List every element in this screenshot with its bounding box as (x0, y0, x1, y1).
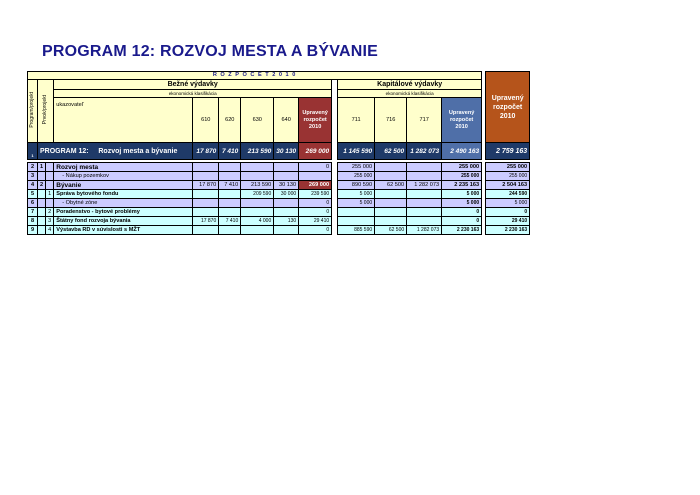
cell-upr-k: 5 000 (442, 199, 482, 208)
table-row (28, 190, 530, 199)
cell-c716 (375, 199, 407, 208)
cell-upr-k: 2 230 163 (442, 226, 482, 235)
row-project-part (46, 163, 54, 172)
cell-c640: 30 000 (274, 190, 299, 199)
budget-sheet (27, 71, 530, 235)
table-row (28, 208, 530, 217)
cell-c610: 17 870 (193, 181, 219, 190)
row-project-part: 3 (46, 217, 54, 226)
cell-c716 (375, 217, 407, 226)
row-label: Správa bytového fondu (54, 190, 193, 199)
cell-c717: 1 282 073 (407, 181, 442, 190)
cell-upr-b: 0 (299, 208, 332, 217)
cell-c610 (193, 208, 219, 217)
cell-c716 (375, 190, 407, 199)
row-label: Poradenstvo - bytové problémy (54, 208, 193, 217)
page-title: PROGRAM 12: ROZVOJ MESTA A BÝVANIE (42, 43, 379, 60)
cell-c711: 5 000 (338, 190, 375, 199)
kapitalove-vydavky-header: Kapitálové výdavky (338, 80, 482, 90)
program-716: 62 500 (375, 143, 407, 160)
budget-table (27, 71, 530, 235)
cell-upr-k: 0 (442, 217, 482, 226)
program-620: 7 410 (219, 143, 241, 160)
row-project-part: 1 (46, 190, 54, 199)
rozpocet-header: R O Z P O Č E T 2 0 1 0 (28, 72, 482, 80)
cell-c711: 890 590 (338, 181, 375, 190)
program-711: 1 145 590 (338, 143, 375, 160)
cell-c620 (219, 172, 241, 181)
row-number: 1 (28, 143, 38, 160)
cell-c716 (375, 208, 407, 217)
table-row (28, 181, 530, 190)
cell-total: 5 000 (486, 199, 530, 208)
cell-c630: 4 000 (241, 217, 274, 226)
cell-c711: 255 000 (338, 163, 375, 172)
ek-klasifikacia-bezne: ekonomická klasifikácia (54, 90, 332, 98)
cell-c711: 885 590 (338, 226, 375, 235)
row-project-part (46, 199, 54, 208)
cell-c610 (193, 199, 219, 208)
cell-c610 (193, 172, 219, 181)
program-total-row (28, 143, 530, 160)
cell-upr-k: 255 000 (442, 172, 482, 181)
row-number: 6 (28, 199, 38, 208)
cell-c717 (407, 208, 442, 217)
cell-c620 (219, 208, 241, 217)
cell-c620: 7 410 (219, 181, 241, 190)
cell-c716 (375, 163, 407, 172)
cell-total: 255 000 (486, 172, 530, 181)
cell-c711: 255 000 (338, 172, 375, 181)
cell-c640: 30 130 (274, 181, 299, 190)
row-program-part (38, 208, 46, 217)
cell-c630 (241, 199, 274, 208)
cell-upr-b: 239 590 (299, 190, 332, 199)
cell-c620 (219, 163, 241, 172)
cell-c717: 1 282 073 (407, 226, 442, 235)
col-716-header: 716 (375, 98, 407, 143)
program-total: 2 759 163 (486, 143, 530, 160)
row-label: Výstavba RD v súvislosti s MŽT (54, 226, 193, 235)
cell-c630 (241, 208, 274, 217)
row-label: - Nákup pozemkov (54, 172, 193, 181)
row-number: 7 (28, 208, 38, 217)
bezne-vydavky-header: Bežné výdavky (54, 80, 332, 90)
row-number: 9 (28, 226, 38, 235)
cell-upr-b: 0 (299, 163, 332, 172)
ukazovatel-header: ukazovateľ (54, 98, 193, 143)
row-program-part: 2 (38, 181, 46, 190)
row-label: Bývanie (54, 181, 193, 190)
ek-klasifikacia-kapitalove: ekonomická klasifikácia (338, 90, 482, 98)
col-610-header: 610 (193, 98, 219, 143)
header-columns-row (28, 98, 530, 143)
row-number: 4 (28, 181, 38, 190)
program-610: 17 870 (193, 143, 219, 160)
cell-total: 0 (486, 208, 530, 217)
cell-c610: 17 870 (193, 217, 219, 226)
cell-c711 (338, 208, 375, 217)
cell-c620 (219, 199, 241, 208)
table-row (28, 163, 530, 172)
row-number: 5 (28, 190, 38, 199)
program-630: 213 590 (241, 143, 274, 160)
row-label: Rozvoj mesta (54, 163, 193, 172)
row-number: 8 (28, 217, 38, 226)
cell-upr-k: 255 000 (442, 163, 482, 172)
row-program-part (38, 172, 46, 181)
cell-c717 (407, 163, 442, 172)
program-col-header: Program/projekt (28, 80, 38, 143)
program-name: PROGRAM 12: (40, 147, 89, 155)
cell-c711: 5 000 (338, 199, 375, 208)
cell-upr-k: 5 000 (442, 190, 482, 199)
cell-c717 (407, 190, 442, 199)
detail-rows (28, 163, 530, 235)
cell-c716: 62 500 (375, 226, 407, 235)
row-program-part (38, 190, 46, 199)
row-program-part (38, 217, 46, 226)
table-row (28, 217, 530, 226)
cell-c711 (338, 217, 375, 226)
cell-c717 (407, 172, 442, 181)
cell-upr-b: 0 (299, 226, 332, 235)
row-project-part: 2 (46, 208, 54, 217)
cell-total: 255 000 (486, 163, 530, 172)
cell-c610 (193, 163, 219, 172)
cell-c630: 213 590 (241, 181, 274, 190)
program-640: 30 130 (274, 143, 299, 160)
cell-upr-k: 2 235 163 (442, 181, 482, 190)
header-rozpocet-row (28, 72, 530, 80)
header-klas-row (28, 90, 530, 98)
cell-c630 (241, 226, 274, 235)
cell-upr-k: 0 (442, 208, 482, 217)
cell-c640: 130 (274, 217, 299, 226)
cell-c640 (274, 199, 299, 208)
row-project-part (46, 172, 54, 181)
cell-upr-b: 29 410 (299, 217, 332, 226)
cell-c640 (274, 172, 299, 181)
table-row (28, 199, 530, 208)
header-group-row (28, 80, 530, 90)
program-desc: Rozvoj mesta a bývanie (98, 147, 178, 155)
col-630-header: 630 (241, 98, 274, 143)
row-project-part (46, 181, 54, 190)
col-711-header: 711 (338, 98, 375, 143)
cell-c640 (274, 226, 299, 235)
cell-c610 (193, 226, 219, 235)
cell-c620 (219, 226, 241, 235)
cell-c640 (274, 163, 299, 172)
row-project-part: 4 (46, 226, 54, 235)
row-label: Štátny fond rozvoja bývania (54, 217, 193, 226)
cell-total: 2 504 163 (486, 181, 530, 190)
col-717-header: 717 (407, 98, 442, 143)
row-program-part (38, 199, 46, 208)
cell-upr-b (299, 172, 332, 181)
cell-c630: 209 590 (241, 190, 274, 199)
cell-total: 2 230 163 (486, 226, 530, 235)
cell-c620: 7 410 (219, 217, 241, 226)
row-program-part (38, 226, 46, 235)
cell-upr-b: 269 000 (299, 181, 332, 190)
program-717: 1 282 073 (407, 143, 442, 160)
cell-c717 (407, 199, 442, 208)
program-name-cell (38, 143, 193, 160)
cell-c640 (274, 208, 299, 217)
cell-c610 (193, 190, 219, 199)
table-row (28, 172, 530, 181)
col-620-header: 620 (219, 98, 241, 143)
cell-total: 244 590 (486, 190, 530, 199)
program-upr-bezne: 269 000 (299, 143, 332, 160)
cell-total: 29 410 (486, 217, 530, 226)
upraveny-total-header: Upravený rozpočet 2010 (486, 72, 530, 143)
cell-c620 (219, 190, 241, 199)
cell-c716: 62 500 (375, 181, 407, 190)
upraveny-kapitalove-header: Upravený rozpočet 2010 (442, 98, 482, 143)
col-640-header: 640 (274, 98, 299, 143)
cell-c630 (241, 163, 274, 172)
upraveny-bezne-header: Upravený rozpočet 2010 (299, 98, 332, 143)
cell-c630 (241, 172, 274, 181)
row-label: - Obytné zóne (54, 199, 193, 208)
prvok-col-header: Prvok/projekt (38, 80, 54, 143)
cell-c716 (375, 172, 407, 181)
cell-c717 (407, 217, 442, 226)
table-row (28, 226, 530, 235)
row-program-part: 1 (38, 163, 46, 172)
row-number: 3 (28, 172, 38, 181)
cell-upr-b: 0 (299, 199, 332, 208)
program-upr-kap: 2 490 163 (442, 143, 482, 160)
row-number: 2 (28, 163, 38, 172)
